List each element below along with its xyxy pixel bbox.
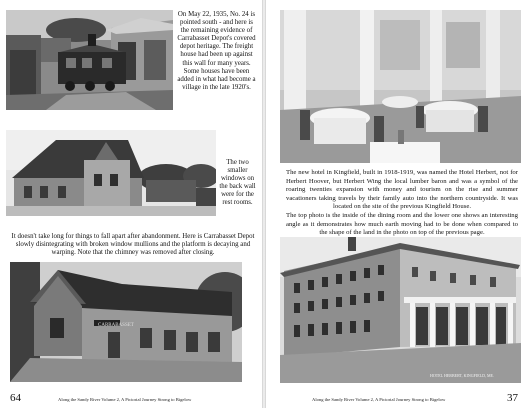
station-sign: CARRABASSET bbox=[98, 323, 134, 328]
depot-ruin-photo bbox=[10, 262, 242, 382]
caption-photo-comparison: The top photo is the inside of the dining room and the lower one shows an interesting angle as it demonstrates how much earth moving had to be done when compared to the shape of the land in the photo on top of the previous page. bbox=[286, 212, 518, 237]
hotel-photo bbox=[280, 237, 521, 383]
caption-windows: The two smaller windows on the back wall were for the rest rooms. bbox=[219, 159, 256, 207]
dining-room-photo bbox=[280, 10, 521, 163]
caption-depot-decay: It doesn't take long for things to fall apart after abandonment. Here is Carrabasset Depot slowly disintegrating with broken window mullions and the platform is decaying and warping. Note that the chimney was removed after closing. bbox=[11, 233, 255, 257]
footer-right: Along the Sandy River Volume 2, A Pictorial Journey Strong to Bigelow bbox=[312, 397, 446, 402]
depot-photo bbox=[6, 130, 216, 216]
caption-locomotive: On May 22, 1935, No. 24 is pointed south - and here is the remaining evidence of Carrabasset Depot's covered depot heritage. The freight house had been up against this wall for many years. Some houses have been added in what had become a village in the late 1920's. bbox=[177, 11, 256, 91]
page-number-left: 64 bbox=[10, 392, 21, 404]
locomotive-photo bbox=[6, 10, 173, 110]
left-page bbox=[0, 0, 262, 408]
footer-left: Along the Sandy River Volume 2, A Pictorial Journey Strong to Bigelow bbox=[58, 397, 192, 402]
caption-hotel-herbert: The new hotel in Kingfield, built in 1918-1919, was named the Hotel Herbert, not for Herbert Hoover, but Herbert Wing the local lumber baron and was a symbol of the roaring twenties expansion with money and tourism on the rise and summer vacationers taking travels by their family auto into the northern countryside. It was located on the site of the previous Kingfield House. bbox=[286, 169, 518, 211]
right-page bbox=[266, 0, 528, 408]
photo-caption-text: HOTEL HERBERT, KINGFIELD, ME. bbox=[430, 373, 494, 378]
page-number-right: 37 bbox=[507, 392, 518, 404]
